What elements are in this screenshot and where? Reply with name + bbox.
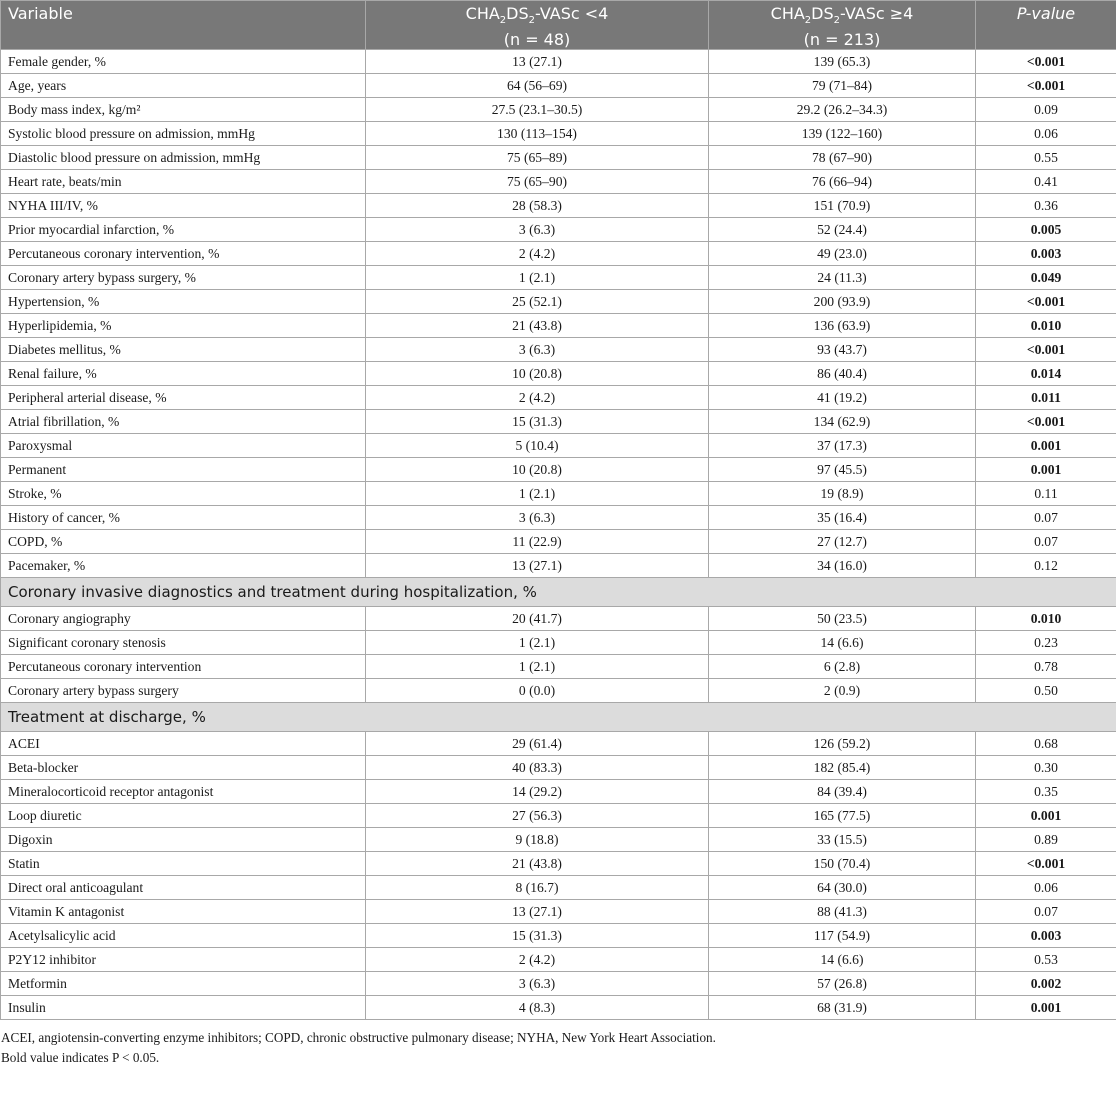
low-score-cell: 11 (22.9) — [366, 530, 709, 554]
pvalue-cell: 0.003 — [976, 242, 1116, 266]
variable-cell: Stroke, % — [1, 482, 366, 506]
low-score-cell: 10 (20.8) — [366, 362, 709, 386]
variable-cell: NYHA III/IV, % — [1, 194, 366, 218]
low-score-cell: 5 (10.4) — [366, 434, 709, 458]
pvalue-cell: 0.07 — [976, 900, 1116, 924]
pvalue-cell: 0.001 — [976, 458, 1116, 482]
high-score-cell: 2 (0.9) — [709, 679, 976, 703]
high-score-cell: 134 (62.9) — [709, 410, 976, 434]
pvalue-cell: 0.55 — [976, 146, 1116, 170]
low-score-cell: 4 (8.3) — [366, 996, 709, 1020]
variable-cell: Paroxysmal — [1, 434, 366, 458]
variable-cell: Beta-blocker — [1, 756, 366, 780]
high-score-cell: 200 (93.9) — [709, 290, 976, 314]
variable-cell: P2Y12 inhibitor — [1, 948, 366, 972]
low-score-cell: 75 (65–90) — [366, 170, 709, 194]
table-row — [1, 972, 1116, 996]
variable-cell: Percutaneous coronary intervention, % — [1, 242, 366, 266]
high-score-cell: 37 (17.3) — [709, 434, 976, 458]
variable-cell: Atrial fibrillation, % — [1, 410, 366, 434]
pvalue-cell: 0.011 — [976, 386, 1116, 410]
section-title: Coronary invasive diagnostics and treatment during hospitalization, % — [1, 578, 1116, 607]
table-row — [1, 732, 1116, 756]
h-p: P-value — [1016, 4, 1076, 23]
high-score-cell: 50 (23.5) — [709, 607, 976, 631]
low-score-cell: 27.5 (23.1–30.5) — [366, 98, 709, 122]
variable-cell: Hypertension, % — [1, 290, 366, 314]
high-score-cell: 97 (45.5) — [709, 458, 976, 482]
low-score-cell: 1 (2.1) — [366, 655, 709, 679]
high-score-cell: 68 (31.9) — [709, 996, 976, 1020]
table-row — [1, 530, 1116, 554]
table-row — [1, 900, 1116, 924]
table-row — [1, 828, 1116, 852]
variable-cell: Female gender, % — [1, 50, 366, 74]
low-score-cell: 75 (65–89) — [366, 146, 709, 170]
table-row — [1, 482, 1116, 506]
pvalue-cell: <0.001 — [976, 852, 1116, 876]
low-score-cell: 130 (113–154) — [366, 122, 709, 146]
table-row — [1, 631, 1116, 655]
pvalue-cell: <0.001 — [976, 410, 1116, 434]
table-row — [1, 146, 1116, 170]
low-score-cell: 3 (6.3) — [366, 506, 709, 530]
high-score-cell: 6 (2.8) — [709, 655, 976, 679]
high-score-cell: 49 (23.0) — [709, 242, 976, 266]
pvalue-cell: <0.001 — [976, 338, 1116, 362]
pvalue-cell: 0.23 — [976, 631, 1116, 655]
pvalue-cell: 0.07 — [976, 530, 1116, 554]
table-row — [1, 434, 1116, 458]
high-score-cell: 136 (63.9) — [709, 314, 976, 338]
pvalue-cell: 0.41 — [976, 170, 1116, 194]
h1c: DS — [506, 4, 529, 23]
footnote-bold: Bold value indicates P < 0.05. — [1, 1050, 160, 1066]
low-score-cell: 1 (2.1) — [366, 266, 709, 290]
header-row — [1, 1, 1116, 50]
section-title: Treatment at discharge, % — [1, 703, 1116, 732]
table-row — [1, 804, 1116, 828]
variable-cell: Pacemaker, % — [1, 554, 366, 578]
pvalue-cell: 0.010 — [976, 607, 1116, 631]
variable-cell: Direct oral anticoagulant — [1, 876, 366, 900]
low-score-cell: 3 (6.3) — [366, 218, 709, 242]
table-row — [1, 924, 1116, 948]
high-score-cell: 19 (8.9) — [709, 482, 976, 506]
high-score-cell: 14 (6.6) — [709, 948, 976, 972]
variable-cell: Systolic blood pressure on admission, mmHg — [1, 122, 366, 146]
table-row — [1, 338, 1116, 362]
high-score-cell: 33 (15.5) — [709, 828, 976, 852]
low-score-cell: 13 (27.1) — [366, 50, 709, 74]
low-score-cell: 3 (6.3) — [366, 338, 709, 362]
pvalue-cell: <0.001 — [976, 290, 1116, 314]
low-score-cell: 64 (56–69) — [366, 74, 709, 98]
variable-cell: Loop diuretic — [1, 804, 366, 828]
low-score-cell: 15 (31.3) — [366, 924, 709, 948]
table-row — [1, 122, 1116, 146]
h2e: -VASc ≥4 — [840, 4, 914, 23]
low-score-cell: 3 (6.3) — [366, 972, 709, 996]
h2b: 2 — [804, 15, 812, 27]
variable-cell: Peripheral arterial disease, % — [1, 386, 366, 410]
variable-cell: Coronary artery bypass surgery — [1, 679, 366, 703]
table-row — [1, 362, 1116, 386]
variable-cell: Diabetes mellitus, % — [1, 338, 366, 362]
low-score-cell: 21 (43.8) — [366, 852, 709, 876]
high-score-cell: 151 (70.9) — [709, 194, 976, 218]
low-score-cell: 21 (43.8) — [366, 314, 709, 338]
high-score-cell: 57 (26.8) — [709, 972, 976, 996]
variable-cell: Metformin — [1, 972, 366, 996]
high-score-cell: 93 (43.7) — [709, 338, 976, 362]
pvalue-cell: 0.68 — [976, 732, 1116, 756]
variable-cell: COPD, % — [1, 530, 366, 554]
pvalue-cell: 0.005 — [976, 218, 1116, 242]
h1e: -VASc <4 — [535, 4, 609, 23]
low-score-cell: 8 (16.7) — [366, 876, 709, 900]
h2c: DS — [811, 4, 834, 23]
low-score-cell: 20 (41.7) — [366, 607, 709, 631]
section-header — [1, 703, 1116, 732]
variable-cell: Renal failure, % — [1, 362, 366, 386]
low-score-cell: 25 (52.1) — [366, 290, 709, 314]
table-row — [1, 242, 1116, 266]
high-score-cell: 139 (122–160) — [709, 122, 976, 146]
variable-cell: Insulin — [1, 996, 366, 1020]
high-score-cell: 29.2 (26.2–34.3) — [709, 98, 976, 122]
high-score-cell: 150 (70.4) — [709, 852, 976, 876]
variable-cell: Coronary angiography — [1, 607, 366, 631]
low-score-cell: 14 (29.2) — [366, 780, 709, 804]
table-row — [1, 314, 1116, 338]
header-variable: Variable — [1, 1, 366, 50]
h2n: (n = 213) — [803, 30, 881, 50]
pvalue-cell: 0.35 — [976, 780, 1116, 804]
low-score-cell: 0 (0.0) — [366, 679, 709, 703]
h2d: 2 — [833, 15, 841, 27]
variable-cell: Percutaneous coronary intervention — [1, 655, 366, 679]
variable-cell: Body mass index, kg/m² — [1, 98, 366, 122]
table-row — [1, 655, 1116, 679]
low-score-cell: 27 (56.3) — [366, 804, 709, 828]
high-score-cell: 27 (12.7) — [709, 530, 976, 554]
high-score-cell: 88 (41.3) — [709, 900, 976, 924]
high-score-cell: 86 (40.4) — [709, 362, 976, 386]
table-row — [1, 266, 1116, 290]
high-score-cell: 139 (65.3) — [709, 50, 976, 74]
low-score-cell: 10 (20.8) — [366, 458, 709, 482]
low-score-cell: 29 (61.4) — [366, 732, 709, 756]
pvalue-cell: 0.001 — [976, 804, 1116, 828]
high-score-cell: 76 (66–94) — [709, 170, 976, 194]
h1b: 2 — [499, 15, 507, 27]
variable-cell: Prior myocardial infarction, % — [1, 218, 366, 242]
pvalue-cell: 0.002 — [976, 972, 1116, 996]
low-score-cell: 2 (4.2) — [366, 386, 709, 410]
low-score-cell: 2 (4.2) — [366, 948, 709, 972]
h1d: 2 — [528, 15, 536, 27]
low-score-cell: 40 (83.3) — [366, 756, 709, 780]
pvalue-cell: 0.30 — [976, 756, 1116, 780]
variable-cell: Digoxin — [1, 828, 366, 852]
h1n: (n = 48) — [503, 30, 571, 50]
table-row — [1, 607, 1116, 631]
pvalue-cell: 0.53 — [976, 948, 1116, 972]
pvalue-cell: <0.001 — [976, 74, 1116, 98]
table-row — [1, 98, 1116, 122]
table-row — [1, 506, 1116, 530]
pvalue-cell: 0.001 — [976, 996, 1116, 1020]
pvalue-cell: 0.50 — [976, 679, 1116, 703]
low-score-cell: 28 (58.3) — [366, 194, 709, 218]
high-score-cell: 64 (30.0) — [709, 876, 976, 900]
variable-cell: ACEI — [1, 732, 366, 756]
header-group-low — [366, 1, 709, 50]
variable-cell: Vitamin K antagonist — [1, 900, 366, 924]
h1a: CHA — [465, 4, 500, 23]
table-row — [1, 780, 1116, 804]
pvalue-cell: 0.06 — [976, 122, 1116, 146]
low-score-cell: 15 (31.3) — [366, 410, 709, 434]
pvalue-cell: 0.003 — [976, 924, 1116, 948]
table-row — [1, 996, 1116, 1020]
high-score-cell: 78 (67–90) — [709, 146, 976, 170]
table-row — [1, 458, 1116, 482]
table-row — [1, 756, 1116, 780]
table-row — [1, 852, 1116, 876]
pvalue-cell: 0.06 — [976, 876, 1116, 900]
table-row — [1, 218, 1116, 242]
variable-cell: Hyperlipidemia, % — [1, 314, 366, 338]
variable-cell: Mineralocorticoid receptor antagonist — [1, 780, 366, 804]
low-score-cell: 2 (4.2) — [366, 242, 709, 266]
high-score-cell: 84 (39.4) — [709, 780, 976, 804]
pvalue-cell: 0.12 — [976, 554, 1116, 578]
pvalue-cell: 0.010 — [976, 314, 1116, 338]
high-score-cell: 126 (59.2) — [709, 732, 976, 756]
high-score-cell: 182 (85.4) — [709, 756, 976, 780]
h2a: CHA — [770, 4, 805, 23]
pvalue-cell: 0.07 — [976, 506, 1116, 530]
high-score-cell: 41 (19.2) — [709, 386, 976, 410]
table-row — [1, 679, 1116, 703]
table-row — [1, 290, 1116, 314]
variable-cell: Coronary artery bypass surgery, % — [1, 266, 366, 290]
pvalue-cell: 0.049 — [976, 266, 1116, 290]
table-row — [1, 74, 1116, 98]
high-score-cell: 14 (6.6) — [709, 631, 976, 655]
variable-cell: Permanent — [1, 458, 366, 482]
high-score-cell: 117 (54.9) — [709, 924, 976, 948]
high-score-cell: 165 (77.5) — [709, 804, 976, 828]
pvalue-cell: 0.89 — [976, 828, 1116, 852]
pvalue-cell: 0.014 — [976, 362, 1116, 386]
table-row — [1, 50, 1116, 74]
low-score-cell: 13 (27.1) — [366, 554, 709, 578]
pvalue-cell: 0.78 — [976, 655, 1116, 679]
high-score-cell: 52 (24.4) — [709, 218, 976, 242]
high-score-cell: 24 (11.3) — [709, 266, 976, 290]
pvalue-cell: 0.11 — [976, 482, 1116, 506]
variable-cell: Significant coronary stenosis — [1, 631, 366, 655]
header-group-high — [709, 1, 976, 50]
variable-cell: Heart rate, beats/min — [1, 170, 366, 194]
table-row — [1, 386, 1116, 410]
pvalue-cell: <0.001 — [976, 50, 1116, 74]
variable-cell: Statin — [1, 852, 366, 876]
table-row — [1, 170, 1116, 194]
low-score-cell: 9 (18.8) — [366, 828, 709, 852]
variable-cell: Acetylsalicylic acid — [1, 924, 366, 948]
high-score-cell: 35 (16.4) — [709, 506, 976, 530]
table-row — [1, 948, 1116, 972]
high-score-cell: 79 (71–84) — [709, 74, 976, 98]
table-row — [1, 876, 1116, 900]
footnote-abbreviations: ACEI, angiotensin-converting enzyme inhibitors; COPD, chronic obstructive pulmonary disease; NYHA, New York Heart Association. — [1, 1030, 716, 1046]
table-row — [1, 194, 1116, 218]
low-score-cell: 13 (27.1) — [366, 900, 709, 924]
low-score-cell: 1 (2.1) — [366, 631, 709, 655]
pvalue-cell: 0.36 — [976, 194, 1116, 218]
header-pvalue — [976, 1, 1116, 50]
variable-cell: Diastolic blood pressure on admission, mmHg — [1, 146, 366, 170]
pvalue-cell: 0.09 — [976, 98, 1116, 122]
table-row — [1, 554, 1116, 578]
table-row — [1, 410, 1116, 434]
low-score-cell: 1 (2.1) — [366, 482, 709, 506]
variable-cell: Age, years — [1, 74, 366, 98]
pvalue-cell: 0.001 — [976, 434, 1116, 458]
section-header — [1, 578, 1116, 607]
footnotes — [0, 1020, 1116, 1068]
variable-cell: History of cancer, % — [1, 506, 366, 530]
high-score-cell: 34 (16.0) — [709, 554, 976, 578]
